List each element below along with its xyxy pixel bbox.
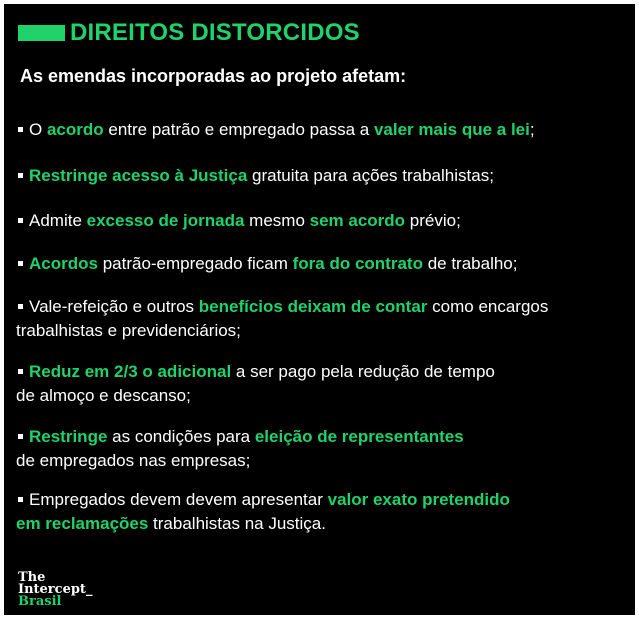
list-item-line — [16, 319, 620, 343]
body-text: de trabalho; — [422, 254, 518, 273]
highlight-text: eleição de representantes — [254, 427, 464, 446]
highlight-text: acordo — [46, 120, 104, 139]
highlight-text: Acordos — [29, 254, 98, 273]
body-text: a ser pago pela redução de tempo — [231, 362, 495, 381]
body-text: ; — [529, 120, 535, 139]
list-item — [16, 164, 620, 188]
list-item-line — [16, 118, 620, 142]
list-item-line — [16, 295, 620, 319]
list-item-line — [16, 384, 620, 408]
body-text: patrão-empregado ficam — [97, 254, 293, 273]
body-text: gratuita para ações trabalhistas; — [247, 166, 494, 185]
list-item — [16, 488, 620, 536]
highlight-text: benefícios deixam de contar — [198, 297, 428, 316]
list-item-line — [16, 252, 620, 276]
body-text: trabalhistas na Justiça. — [148, 514, 326, 533]
body-text: Admite — [29, 211, 87, 230]
body-text: trabalhistas e previdenciários; — [16, 321, 241, 340]
list-item-line — [16, 209, 620, 233]
list-item — [16, 118, 620, 142]
highlight-text: fora do contrato — [292, 254, 423, 273]
logo-line-brasil: Brasil — [18, 594, 62, 609]
the-intercept-brasil-logo — [18, 572, 92, 608]
bullet-square-icon — [18, 173, 23, 178]
body-text: mesmo — [244, 211, 310, 230]
body-text: O — [29, 120, 47, 139]
list-item — [16, 360, 620, 408]
body-text: como encargos — [427, 297, 549, 316]
list-item-line — [16, 449, 620, 473]
highlight-text: valor exato pretendido — [327, 490, 510, 509]
title-row — [18, 20, 360, 46]
logo-line-the: The — [18, 570, 46, 585]
highlight-text: Restringe acesso à Justiça — [29, 166, 248, 185]
bullet-square-icon — [18, 304, 23, 309]
list-item-line — [16, 164, 620, 188]
list-item-line — [16, 512, 620, 536]
body-text: Vale-refeição e outros — [29, 297, 199, 316]
list-item-line — [16, 425, 620, 449]
list-item — [16, 425, 620, 473]
highlight-text: Reduz em 2/3 o adicional — [29, 362, 232, 381]
bullet-square-icon — [18, 127, 23, 132]
bullet-square-icon — [18, 369, 23, 374]
body-text: de empregados nas empresas; — [16, 451, 251, 470]
body-text: entre patrão e empregado passa a — [103, 120, 374, 139]
body-text: as condições para — [107, 427, 255, 446]
body-text: Empregados devem devem apresentar — [29, 490, 328, 509]
highlight-text: sem acordo — [309, 211, 406, 230]
intro-text: As emendas incorporadas ao projeto afetam: — [20, 66, 407, 86]
title-accent-bar — [18, 25, 65, 41]
bullet-square-icon — [18, 434, 23, 439]
highlight-text: em reclamações — [16, 514, 149, 533]
highlight-text: excesso de jornada — [86, 211, 245, 230]
highlight-text: Restringe — [29, 427, 108, 446]
logo-line-intercept: Intercept_ — [18, 582, 93, 597]
bullet-square-icon — [18, 497, 23, 502]
bullet-square-icon — [18, 261, 23, 266]
highlight-text: valer mais que a lei — [373, 120, 530, 139]
list-item-line — [16, 488, 620, 512]
list-item — [16, 209, 620, 233]
infographic-card — [4, 4, 635, 615]
list-item — [16, 295, 620, 343]
list-item-line — [16, 360, 620, 384]
page-title: DIREITOS DISTORCIDOS — [70, 19, 360, 46]
list-item — [16, 252, 620, 276]
body-text: prévio; — [405, 211, 461, 230]
body-text: de almoço e descanso; — [16, 386, 191, 405]
bullet-square-icon — [18, 218, 23, 223]
